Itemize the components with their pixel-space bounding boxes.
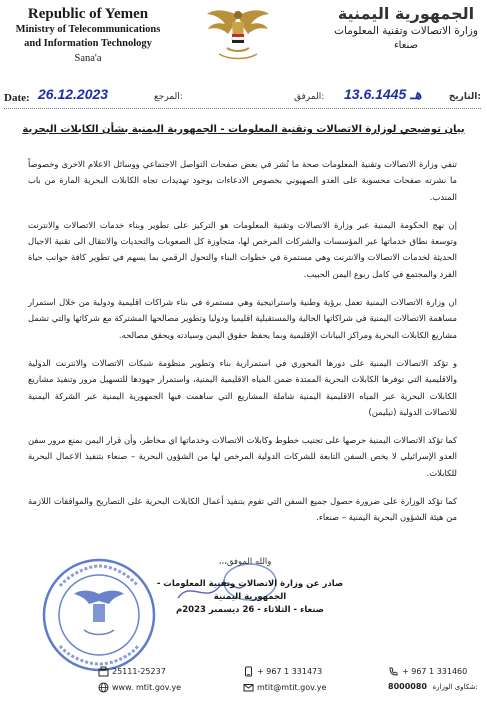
number-value	[344, 86, 422, 103]
phone2-item	[388, 666, 467, 677]
number-digits: 13.6.1445	[344, 86, 407, 102]
ar-country: الجمهورية اليمنية	[337, 4, 475, 23]
complaints-label: شكاوى الوزارة:	[432, 683, 478, 691]
header-divider	[4, 108, 481, 109]
paragraph-1: تنفي وزارة الاتصالات وتقنية المعلومات صحة ما نُشر في بعض صفحات التواصل الاجتماعي ووسائل الاعلام الاخرى وخصوصاً ما نشرته صفحات محسوبة على العدو الصهيوني بخصوص الادعاءات بوجود تهديدات تجاه الكابلات البحرية المارة من باب المندب.	[28, 159, 457, 202]
date-value: 26.12.2023	[38, 86, 109, 102]
english-header	[8, 6, 168, 66]
fax-icon	[98, 666, 109, 677]
website-link[interactable]: www. mtit.gov.ye	[112, 683, 182, 692]
attach-label: المرفق:	[294, 92, 325, 102]
paragraph-2: إن نهج الحكومة اليمنية عبر وزارة الاتصالات وتقنية المعلومات هو التركيز على تطوير وبناء خدمات الاتصالات والانترنت وتوسعة نطاق خدماتها عبر المؤسسات والشركات المرخص لها، متجاوزة كل الصعوبات والتحديات والانتقال الى تقنية الاجيال الحديثة لخدمات الاتصالات والانترنت وهي مستمرة في خطوات البناء والتحول الرقمي بما يسهم في تطوير كافة جوانب حياة الفرد والمجتمع في كامل ربوع اليمن الحبيب.	[28, 219, 457, 279]
document-body	[28, 156, 457, 538]
email-icon	[243, 682, 254, 693]
date-label: Date:	[4, 92, 30, 104]
en-country: Republic of Yemen	[27, 6, 149, 22]
yemen-eagle-emblem-icon	[205, 6, 271, 64]
ar-city: صنعاء	[393, 40, 419, 51]
ministry-seal-stamp	[40, 556, 158, 674]
issuer-line-1: صادر عن وزارة الاتصالات وتقنية المعلومات - الجمهورية اليمنية	[156, 579, 344, 602]
history-label: التاريخ:	[448, 92, 481, 102]
email-link[interactable]: mtit@mtit.gov.ye	[257, 683, 327, 692]
document-title: بيان توضيحي لوزارة الاتصالات وتقنية المعلومات - الجمهورية اليمنية بشأن الكابلات البحرية	[22, 124, 465, 135]
telephone-icon	[388, 666, 399, 677]
footer	[0, 664, 487, 705]
email-item[interactable]	[243, 682, 326, 693]
phone2-number: + 967 1 331460	[402, 667, 468, 676]
phone1-item	[243, 666, 322, 677]
reference-line	[4, 86, 481, 106]
ref-label: المرجع:	[154, 92, 183, 102]
ar-ministry: وزارة الاتصالات وتقنية المعلومات	[334, 25, 478, 37]
en-ministry-line2: and Information Technology	[24, 38, 152, 49]
letterhead	[0, 0, 487, 80]
paragraph-4: و تؤكد الاتصالات اليمنية على دورها المحوري في استمرارية بناء وتطوير منظومة شبكات الاتصالات والانترنت الدولية والاقليمية التي توفرها الكابلات البحرية الممتدة ضمن المياه الاقليمية اليمنية، واستمرار جهودها للتسهيل مرور وتنفيذ مشاريع الكابلات البحرية عبر المياه الاقليمية اليمنية شاملة المشاريع التي ساهمت فيها الجمهورية اليمنية عبر الشركة اليمنية للاتصالات الدولية (تيليمن)	[28, 357, 457, 417]
arabic-header	[331, 4, 481, 53]
issuer-block	[150, 578, 350, 617]
fax-number: 25111-25237	[112, 667, 166, 676]
complaints-item	[388, 682, 478, 691]
paragraph-5: كما تؤكد الاتصالات اليمنية حرصها على تجنيب خطوط وكابلات الاتصالات وخدماتها اي مخاطر، وأن قرار اليمن بمنع مرور سفن العدو الإسرائيلي لا يخص السفن التابعة للشركات الدولية المرخص لها من الشؤون البحرية – صنعاء بتنفيذ الاعمال البحرية للكابلات.	[28, 435, 457, 478]
globe-icon	[98, 682, 109, 693]
en-city: Sana'a	[74, 53, 102, 64]
fax-item	[98, 666, 166, 677]
complaints-number: 8000080	[388, 682, 427, 691]
phone-icon	[243, 666, 254, 677]
closing-greeting: والله الموفق،،،	[218, 557, 272, 567]
website-item[interactable]	[98, 682, 181, 693]
en-ministry-line1: Ministry of Telecommunications	[15, 24, 161, 35]
number-suffix: هـ	[410, 86, 422, 102]
paragraph-6: كما تؤكد الوزارة على ضرورة حصول جميع السفن التي تقوم بتنفيذ أعمال الكابلات البحرية على التصاريح والموافقات اللازمة من هيئة الشؤون البحرية اليمنية – صنعاء.	[28, 496, 457, 523]
paragraph-3: ان وزارة الاتصالات اليمنية تعمل برؤية وطنية واستراتيجية وهي مستمرة في بناء شراكات اقليمية ودولية من خلال استمرار مساهمة الاتصالات اليمنية في شراكاتها الحالية والمستقبلية اقليميا ودوليا وتطوير مصالحها المشتركة مع شركائها والتي تشمل مشاريع الكابلات البحرية ومراكز البيانات الإقليمية وبما يحفظ حقوق اليمن وسيادته ويحقق مصالحه.	[28, 297, 457, 340]
issuer-line-2: صنعاء - الثلاثاء - 26 ديسمبر 2023م	[176, 605, 324, 615]
phone1-number: + 967 1 331473	[257, 667, 323, 676]
